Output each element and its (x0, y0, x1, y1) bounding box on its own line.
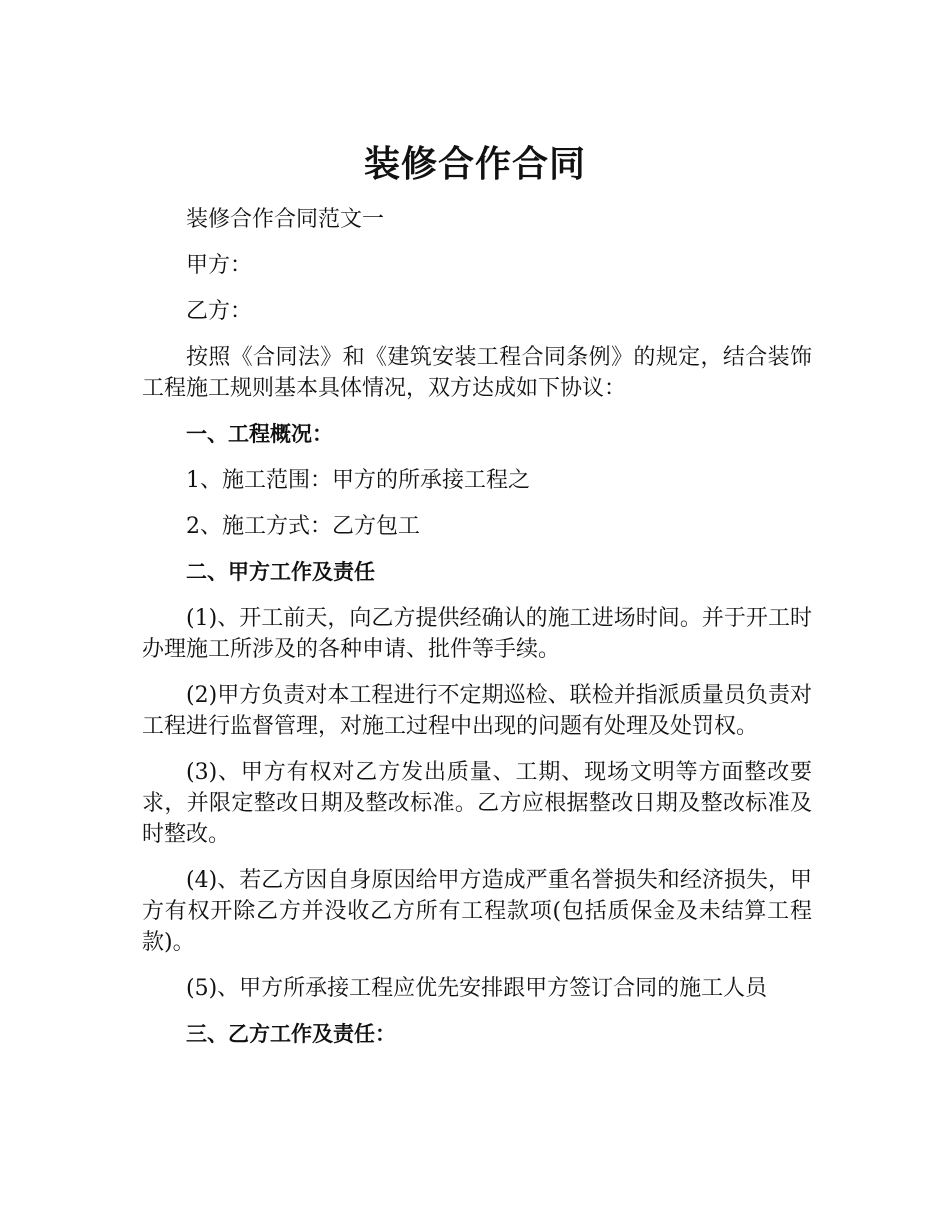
paragraph: (5)、甲方所承接工程应优先安排跟甲方签订合同的施工人员 (186, 976, 768, 1001)
section-heading: 二、甲方工作及责任 (186, 560, 375, 584)
section-heading: 一、工程概况： (186, 422, 333, 446)
paragraph: 按照《合同法》和《建筑安装工程合同条例》的规定，结合装饰工程施工规则基本具体情况，双方达成如下协议： (142, 345, 812, 401)
document-title: 装修合作合同 (363, 144, 586, 186)
paragraph: (1)、开工前天，向乙方提供经确认的施工进场时间。并于开工时办理施工所涉及的各种申请、批件等手续。 (142, 606, 812, 662)
paragraph: 1、施工范围：甲方的所承接工程之 (186, 468, 530, 493)
paragraph: 装修合作合同范文一 (186, 207, 385, 232)
paragraph: 甲方： (186, 253, 253, 278)
document-body (142, 204, 812, 1065)
paragraph: (3)、甲方有权对乙方发出质量、工期、现场文明等方面整改要求，并限定整改日期及整改标准。乙方应根据整改日期及整改标准及时整改。 (142, 760, 812, 847)
paragraph: 乙方： (186, 299, 253, 324)
paragraph: 2、施工方式：乙方包工 (186, 514, 420, 539)
section-heading: 三、乙方工作及责任： (186, 1022, 396, 1046)
paragraph: (2)甲方负责对本工程进行不定期巡检、联检并指派质量员负责对工程进行监督管理，对施工过程中出现的问题有处理及处罚权。 (142, 683, 812, 739)
paragraph: (4)、若乙方因自身原因给甲方造成严重名誉损失和经济损失，甲方有权开除乙方并没收乙方所有工程款项(包括质保金及未结算工程款)。 (142, 868, 812, 955)
